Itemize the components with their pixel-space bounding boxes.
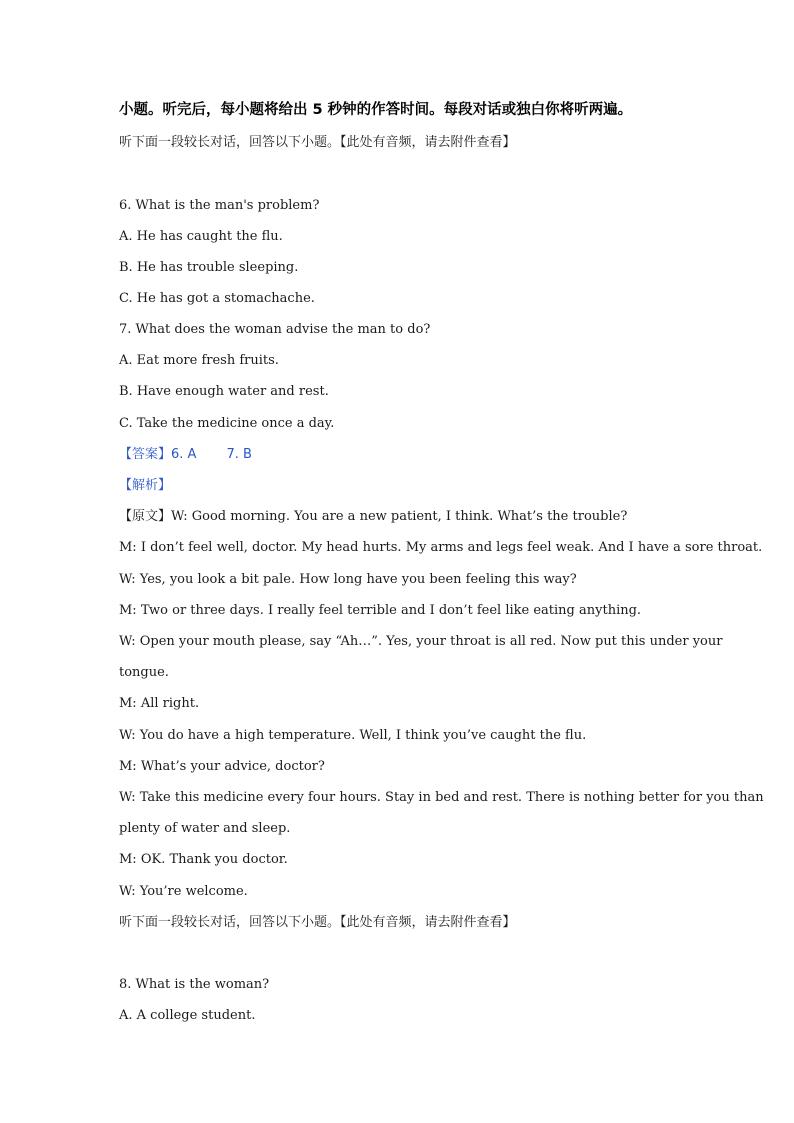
transcript-line: W: You’re welcome. [119, 884, 248, 899]
question-7-option-b: B. Have enough water and rest. [119, 384, 329, 399]
question-6: 6. What is the man's problem? [119, 198, 320, 213]
transcript-line: M: Two or three days. I really feel terrible and I don’t feel like eating anything. [119, 603, 642, 618]
transcript-line: W: Yes, you look a bit pale. How long have you been feeling this way? [119, 572, 577, 587]
transcript-line: W: Open your mouth please, say “Ah…”. Yes, your throat is all red. Now put this under your [119, 634, 723, 649]
listening-intro: 听下面一段较长对话，回答以下小题。【此处有音频，请去附件查看】 [119, 915, 516, 930]
listening-intro: 听下面一段较长对话，回答以下小题。【此处有音频，请去附件查看】 [119, 135, 516, 150]
transcript-line: M: OK. Thank you doctor. [119, 852, 288, 867]
question-6-option-b: B. He has trouble sleeping. [119, 260, 299, 275]
transcript-line: M: What’s your advice, doctor? [119, 759, 325, 774]
transcript-label: 【原文】 [119, 509, 172, 524]
question-8-option-a: A. A college student. [119, 1008, 256, 1023]
answer-label: 【答案】 [119, 447, 172, 462]
transcript-line: W: Take this medicine every four hours. Stay in bed and rest. There is nothing better for you than [119, 790, 764, 805]
transcript-line: M: I don’t feel well, doctor. My head hurts. My arms and legs feel weak. And I have a sore throat. [119, 540, 763, 555]
question-7-option-c: C. Take the medicine once a day. [119, 416, 335, 431]
instruction-heading: 小题。听完后，每小题将给出 5 秒钟的作答时间。每段对话或独白你将听两遍。 [119, 102, 633, 118]
transcript-line: tongue. [119, 665, 169, 680]
transcript-text: W: Good morning. You are a new patient, I think. What’s the trouble? [171, 509, 628, 524]
answer-7: 7. B [226, 447, 252, 462]
question-7-option-a: A. Eat more fresh fruits. [119, 353, 279, 368]
answer-line [119, 446, 252, 464]
transcript-line: W: You do have a high temperature. Well, I think you’ve caught the flu. [119, 728, 587, 743]
transcript-line: plenty of water and sleep. [119, 821, 291, 836]
transcript-line [119, 508, 627, 526]
transcript-line: M: All right. [119, 696, 200, 711]
question-8: 8. What is the woman? [119, 977, 270, 992]
analysis-label: 【解析】 [119, 478, 172, 493]
question-7: 7. What does the woman advise the man to do? [119, 322, 431, 337]
answer-6: 6. A [171, 447, 197, 462]
question-6-option-c: C. He has got a stomachache. [119, 291, 315, 306]
question-6-option-a: A. He has caught the flu. [119, 229, 283, 244]
